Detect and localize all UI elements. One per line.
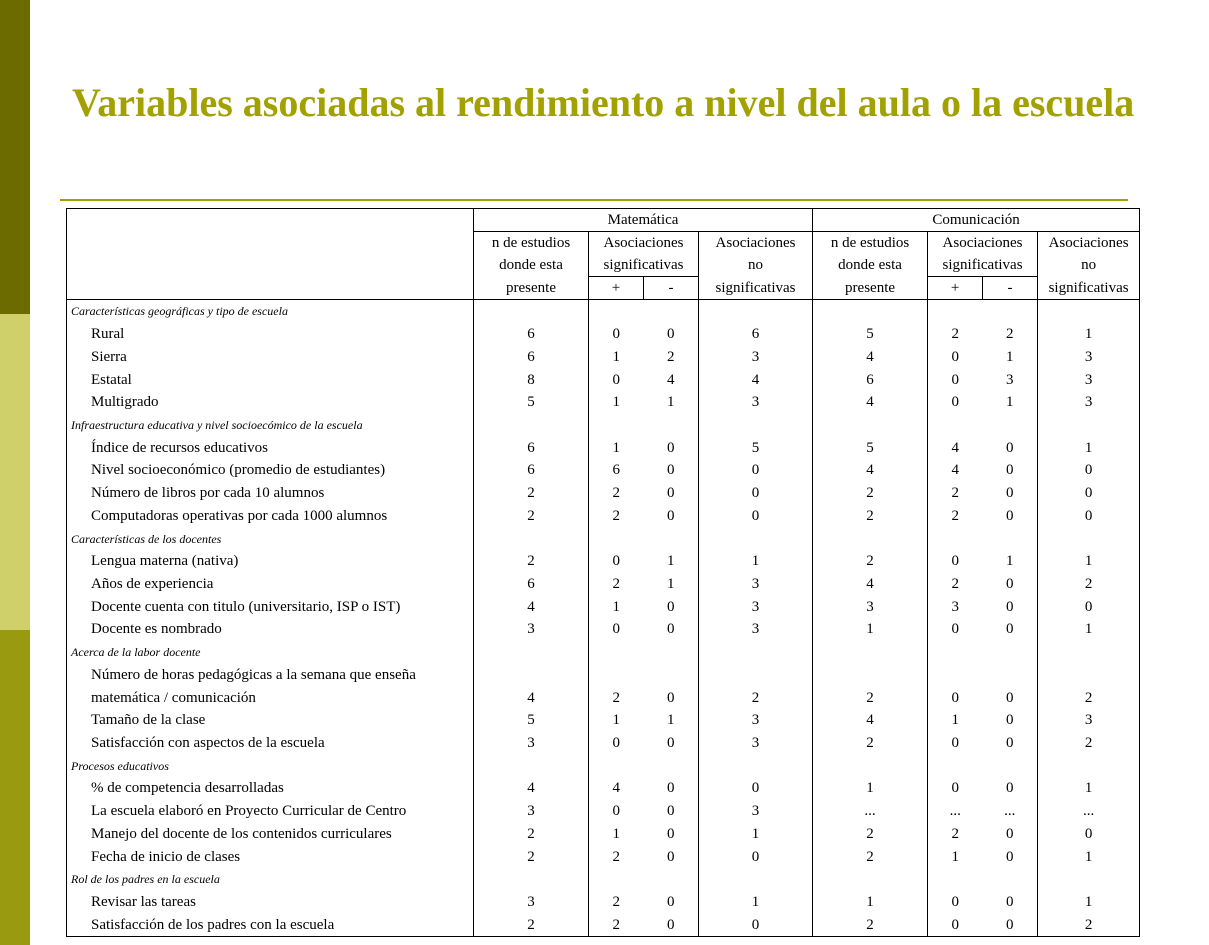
comm-minus: - — [983, 277, 1038, 300]
category-label: Características geográficas y tipo de escuela — [67, 300, 474, 323]
cell-value: 6 — [612, 462, 620, 479]
table-row — [67, 482, 1140, 505]
cell-value: 2 — [612, 507, 620, 524]
cell-value: 0 — [983, 595, 1038, 618]
table-row — [67, 664, 1140, 687]
row-label: Docente es nombrado — [67, 618, 474, 641]
cell-value: 6 — [813, 368, 928, 391]
math-n-estudios-l3: presente — [474, 277, 589, 300]
cell-value: 2 — [1038, 686, 1140, 709]
cell-value: 1 — [813, 618, 928, 641]
cell-value: 4 — [612, 780, 620, 797]
cell-value: 1 — [699, 550, 813, 573]
table-row — [67, 845, 1140, 868]
cell-value: 2 — [474, 845, 589, 868]
table-row — [67, 323, 1140, 346]
category-row — [67, 527, 1140, 550]
cell-value: ... — [813, 800, 928, 823]
cell-value: 3 — [1038, 391, 1140, 414]
cell-value: 4 — [813, 391, 928, 414]
cell-value: ... — [983, 800, 1038, 823]
cell-value: 3 — [813, 595, 928, 618]
cell-value: 0 — [983, 823, 1038, 846]
sidebar-block-dark — [0, 0, 30, 314]
cell-value: 4 — [813, 709, 928, 732]
cell-value: 1 — [813, 777, 928, 800]
cell-value: 2 — [951, 575, 960, 592]
cell-value: 6 — [699, 323, 813, 346]
cell-value: 0 — [1038, 504, 1140, 527]
table-row — [67, 436, 1140, 459]
cell-value: 0 — [951, 348, 960, 365]
cell-value: ... — [949, 803, 961, 820]
header-blank — [67, 209, 474, 232]
cell-value: 4 — [813, 345, 928, 368]
cell-value: 0 — [699, 777, 813, 800]
cell-value: 0 — [983, 732, 1038, 755]
cell-value: 3 — [699, 391, 813, 414]
cell-value: 0 — [983, 709, 1038, 732]
cell-value: 3 — [699, 800, 813, 823]
table-row — [67, 391, 1140, 414]
cell-value: 1 — [644, 573, 699, 596]
cell-value: 0 — [1038, 482, 1140, 505]
cell-value: 0 — [983, 845, 1038, 868]
cell-value: 0 — [983, 618, 1038, 641]
row-label: Nivel socioeconómico (promedio de estudiantes) — [67, 459, 474, 482]
row-label: Años de experiencia — [67, 573, 474, 596]
cell-value: 2 — [813, 823, 928, 846]
table-row — [67, 368, 1140, 391]
cell-value: 2 — [813, 482, 928, 505]
cell-value: 3 — [474, 732, 589, 755]
table-row — [67, 732, 1140, 755]
cell-value: 2 — [474, 482, 589, 505]
comm-asoc-sig-l1: Asociaciones — [928, 232, 1038, 255]
cell-value: 2 — [951, 485, 960, 502]
cell-value: 4 — [474, 686, 589, 709]
table-row — [67, 345, 1140, 368]
cell-value: 4 — [951, 439, 960, 456]
cell-value: 3 — [699, 709, 813, 732]
cell-value: 1 — [612, 394, 620, 411]
row-label: Lengua materna (nativa) — [67, 550, 474, 573]
category-label: Procesos educativos — [67, 754, 474, 777]
cell-value: 2 — [699, 686, 813, 709]
cell-value: 0 — [983, 913, 1038, 936]
table-row — [67, 777, 1140, 800]
cell-value: 3 — [951, 598, 960, 615]
table-row — [67, 595, 1140, 618]
cell-value: 0 — [644, 845, 699, 868]
title-underline — [60, 199, 1128, 201]
cell-value: 2 — [813, 913, 928, 936]
row-label: Índice de recursos educativos — [67, 436, 474, 459]
cell-value: 0 — [699, 913, 813, 936]
row-label: La escuela elaboró en Proyecto Curricular de Centro — [67, 800, 474, 823]
cell-value: 0 — [644, 504, 699, 527]
cell-value: 0 — [644, 686, 699, 709]
table-row — [67, 550, 1140, 573]
cell-value: 3 — [474, 618, 589, 641]
row-label: Multigrado — [67, 391, 474, 414]
cell-value: 0 — [951, 371, 960, 388]
category-label: Rol de los padres en la escuela — [67, 868, 474, 891]
cell-value: 5 — [813, 436, 928, 459]
cell-value: 3 — [1038, 709, 1140, 732]
cell-value: 1 — [983, 345, 1038, 368]
math-asoc-nosig-l3: significativas — [699, 277, 813, 300]
cell-value: 3 — [474, 891, 589, 914]
cell-value: 2 — [1038, 913, 1140, 936]
cell-value: 0 — [1038, 595, 1140, 618]
cell-value: 2 — [612, 575, 620, 592]
math-n-estudios-l1: n de estudios — [474, 232, 589, 255]
cell-value: 0 — [951, 780, 960, 797]
cell-value: 0 — [644, 618, 699, 641]
cell-value: 5 — [699, 436, 813, 459]
row-label: matemática / comunicación — [67, 686, 474, 709]
cell-value: 1 — [1038, 845, 1140, 868]
cell-value: 0 — [612, 553, 620, 570]
cell-value: 0 — [951, 553, 960, 570]
cell-value: 0 — [644, 482, 699, 505]
category-row — [67, 300, 1140, 323]
cell-value: 6 — [474, 345, 589, 368]
row-label: Fecha de inicio de clases — [67, 845, 474, 868]
cell-value: 4 — [644, 368, 699, 391]
table-header — [67, 209, 1140, 300]
cell-value: 0 — [699, 482, 813, 505]
table-row — [67, 686, 1140, 709]
category-row — [67, 641, 1140, 664]
cell-value: 0 — [644, 732, 699, 755]
table-row — [67, 891, 1140, 914]
row-label: Estatal — [67, 368, 474, 391]
cell-value: 0 — [951, 689, 960, 706]
cell-value: 0 — [983, 436, 1038, 459]
cell-value: 2 — [612, 894, 620, 911]
math-n-estudios-l2: donde esta — [474, 254, 589, 277]
cell-value: 3 — [699, 595, 813, 618]
cell-value: 4 — [951, 462, 960, 479]
row-label: Rural — [67, 323, 474, 346]
cell-value: 0 — [951, 394, 960, 411]
header-group-comm: Comunicación — [813, 209, 1140, 232]
comm-n-estudios-l1: n de estudios — [813, 232, 928, 255]
cell-value: 0 — [983, 686, 1038, 709]
row-label: Número de libros por cada 10 alumnos — [67, 482, 474, 505]
row-label: Satisfacción de los padres con la escuela — [67, 913, 474, 936]
math-asoc-sig-l1: Asociaciones — [589, 232, 699, 255]
cell-value: 2 — [474, 823, 589, 846]
cell-value: 3 — [1038, 345, 1140, 368]
category-row — [67, 414, 1140, 437]
cell-value: 0 — [983, 891, 1038, 914]
cell-value: 2 — [813, 504, 928, 527]
cell-value: 0 — [612, 326, 620, 343]
cell-value: 1 — [612, 825, 620, 842]
cell-value: 2 — [612, 485, 620, 502]
cell-value: 4 — [699, 368, 813, 391]
cell-value: 2 — [951, 825, 960, 842]
cell-value: 3 — [699, 573, 813, 596]
cell-value: 1 — [612, 712, 620, 729]
cell-value: 6 — [474, 436, 589, 459]
cell-value: 2 — [951, 326, 960, 343]
cell-value: 0 — [612, 803, 620, 820]
cell-value: 1 — [983, 550, 1038, 573]
cell-value: 5 — [474, 709, 589, 732]
row-label: Sierra — [67, 345, 474, 368]
cell-value: 1 — [699, 891, 813, 914]
cell-value: 1 — [813, 891, 928, 914]
cell-value: 6 — [474, 573, 589, 596]
cell-value: 3 — [699, 732, 813, 755]
cell-value: 4 — [813, 459, 928, 482]
cell-value: 0 — [644, 595, 699, 618]
cell-value: 0 — [983, 482, 1038, 505]
sidebar-block-light — [0, 314, 30, 630]
category-label: Infraestructura educativa y nivel socioecómico de la escuela — [67, 414, 474, 437]
cell-value: 1 — [644, 709, 699, 732]
cell-value: 3 — [699, 345, 813, 368]
row-label: Computadoras operativas por cada 1000 alumnos — [67, 504, 474, 527]
row-label: Revisar las tareas — [67, 891, 474, 914]
cell-value: 0 — [612, 735, 620, 752]
cell-value: 1 — [951, 712, 960, 729]
cell-value: 1 — [983, 391, 1038, 414]
table-row — [67, 459, 1140, 482]
cell-value: 2 — [612, 689, 620, 706]
cell-value: 6 — [474, 323, 589, 346]
cell-value: 2 — [474, 504, 589, 527]
cell-value: 2 — [474, 550, 589, 573]
cell-value: 0 — [644, 777, 699, 800]
cell-value: 2 — [813, 550, 928, 573]
cell-value: 0 — [983, 504, 1038, 527]
cell-value: 0 — [951, 735, 960, 752]
table-row — [67, 709, 1140, 732]
cell-value: 1 — [612, 598, 620, 615]
table-row — [67, 823, 1140, 846]
comm-asoc-sig-l2: significativas — [928, 254, 1038, 277]
cell-value: 5 — [474, 391, 589, 414]
cell-value: 2 — [951, 507, 960, 524]
cell-value: 4 — [474, 777, 589, 800]
cell-value: 0 — [644, 823, 699, 846]
cell-value: 3 — [699, 618, 813, 641]
cell-value: 1 — [612, 439, 620, 456]
cell-value: 0 — [644, 800, 699, 823]
cell-value: 3 — [983, 368, 1038, 391]
math-asoc-nosig-l2: no — [699, 254, 813, 277]
cell-value: 0 — [612, 621, 620, 638]
cell-value: 4 — [474, 595, 589, 618]
cell-value: 0 — [951, 894, 960, 911]
cell-value: 1 — [699, 823, 813, 846]
cell-value: 1 — [1038, 550, 1140, 573]
cell-value: 2 — [644, 345, 699, 368]
table-row — [67, 800, 1140, 823]
cell-value: 2 — [1038, 573, 1140, 596]
cell-value: 0 — [1038, 459, 1140, 482]
cell-value: 2 — [983, 323, 1038, 346]
category-label: Acerca de la labor docente — [67, 641, 474, 664]
cell-value: 6 — [474, 459, 589, 482]
header-group-math: Matemática — [474, 209, 813, 232]
cell-value: 0 — [983, 777, 1038, 800]
cell-value: 0 — [951, 621, 960, 638]
cell-value: 0 — [644, 436, 699, 459]
cell-value: 1 — [644, 550, 699, 573]
comm-n-estudios-l3: presente — [813, 277, 928, 300]
comm-plus: + — [928, 277, 983, 300]
table-row — [67, 913, 1140, 936]
cell-value: 0 — [1038, 823, 1140, 846]
comm-asoc-nosig-l3: significativas — [1038, 277, 1140, 300]
cell-value: 0 — [699, 459, 813, 482]
cell-value: 0 — [644, 913, 699, 936]
cell-value: 0 — [699, 504, 813, 527]
cell-value: 2 — [1038, 732, 1140, 755]
cell-value: 1 — [1038, 618, 1140, 641]
cell-value: 1 — [1038, 777, 1140, 800]
cell-value: 4 — [813, 573, 928, 596]
cell-value: 0 — [983, 573, 1038, 596]
cell-value: 0 — [644, 459, 699, 482]
cell-value: 3 — [1038, 368, 1140, 391]
cell-value: 2 — [813, 732, 928, 755]
row-label: Docente cuenta con titulo (universitario, ISP o IST) — [67, 595, 474, 618]
cell-value: 2 — [474, 913, 589, 936]
table-row — [67, 573, 1140, 596]
table-row — [67, 618, 1140, 641]
cell-value: 0 — [928, 913, 983, 936]
cell-value: 0 — [983, 459, 1038, 482]
cell-value: 5 — [813, 323, 928, 346]
slide-title: Variables asociadas al rendimiento a nivel del aula o la escuela — [72, 80, 1135, 125]
table-body — [67, 300, 1140, 937]
row-label: Manejo del docente de los contenidos curriculares — [67, 823, 474, 846]
sidebar-block-mid — [0, 630, 30, 945]
cell-value: 2 — [612, 848, 620, 865]
cell-value: 1 — [951, 848, 960, 865]
cell-value: 2 — [813, 686, 928, 709]
cell-value: 0 — [699, 845, 813, 868]
cell-value: 8 — [474, 368, 589, 391]
cell-value: 3 — [474, 800, 589, 823]
cell-value: ... — [1038, 800, 1140, 823]
cell-value: 1 — [1038, 436, 1140, 459]
sidebar-decoration — [0, 0, 30, 945]
cell-value: 1 — [612, 348, 620, 365]
comm-asoc-nosig-l1: Asociaciones — [1038, 232, 1140, 255]
category-label: Características de los docentes — [67, 527, 474, 550]
cell-value: 1 — [1038, 891, 1140, 914]
category-row — [67, 754, 1140, 777]
results-table — [66, 208, 1140, 937]
cell-value: 0 — [644, 891, 699, 914]
math-plus: + — [589, 277, 644, 300]
row-label: Número de horas pedagógicas a la semana que enseña — [67, 664, 474, 687]
category-row — [67, 868, 1140, 891]
row-label: Satisfacción con aspectos de la escuela — [67, 732, 474, 755]
math-asoc-nosig-l1: Asociaciones — [699, 232, 813, 255]
cell-value: 0 — [612, 371, 620, 388]
cell-value: 0 — [644, 323, 699, 346]
cell-value: 1 — [644, 391, 699, 414]
row-label: Tamaño de la clase — [67, 709, 474, 732]
comm-asoc-nosig-l2: no — [1038, 254, 1140, 277]
row-label: % de competencia desarrolladas — [67, 777, 474, 800]
comm-n-estudios-l2: donde esta — [813, 254, 928, 277]
math-minus: - — [644, 277, 699, 300]
cell-value: 2 — [813, 845, 928, 868]
cell-value: 1 — [1038, 323, 1140, 346]
cell-value: 2 — [589, 913, 644, 936]
table-row — [67, 504, 1140, 527]
math-asoc-sig-l2: significativas — [589, 254, 699, 277]
